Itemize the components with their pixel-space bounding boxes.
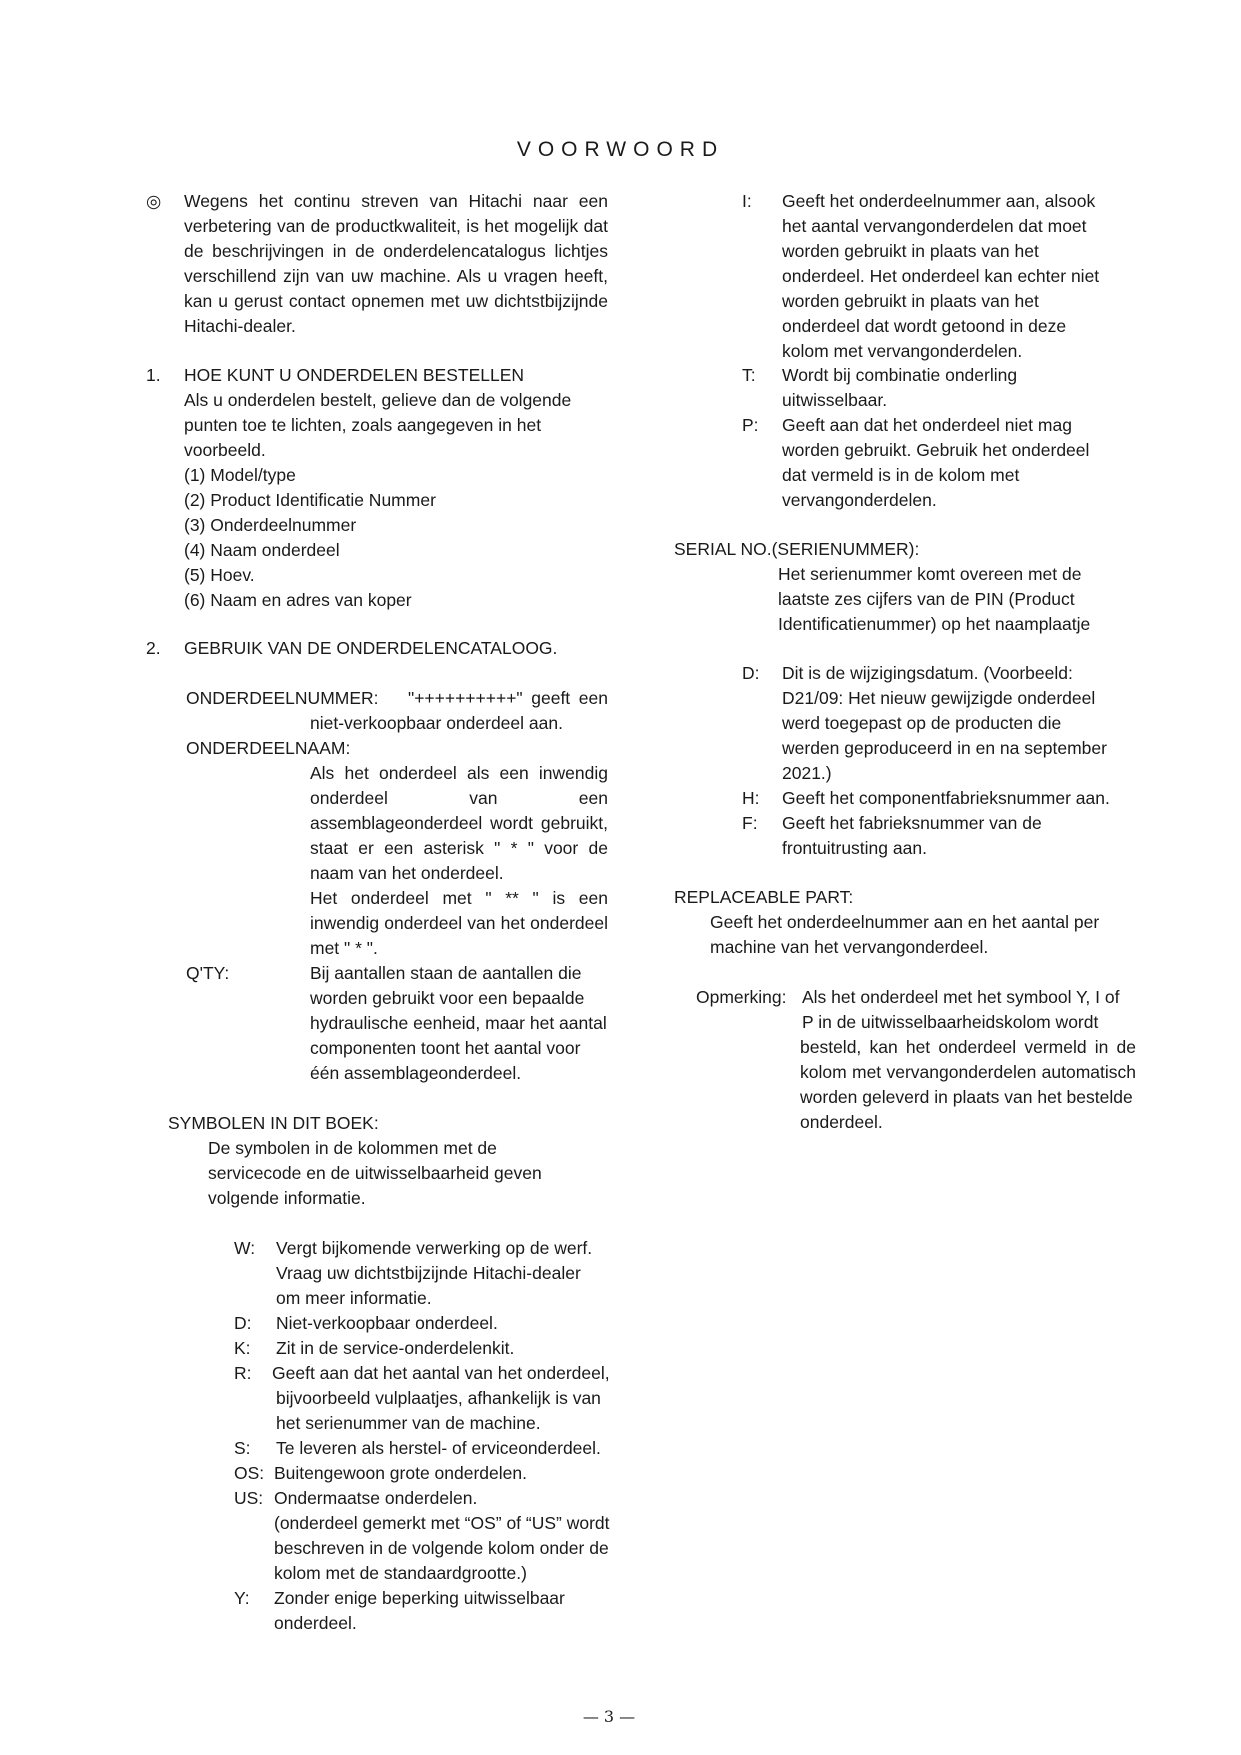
remark-text xyxy=(800,985,1136,1135)
section1-heading: HOE KUNT U ONDERDELEN BESTELLEN xyxy=(184,365,525,385)
code-desc xyxy=(782,413,1132,513)
code-desc-line: dat vermeld is in de kolom met xyxy=(782,465,1020,485)
intro-line: verbetering van de productkwaliteit, is het mogelijk dat xyxy=(184,216,608,236)
code-label: P: xyxy=(742,415,759,435)
bullet-symbol: ◎ xyxy=(146,191,162,211)
qty-text xyxy=(310,961,620,1086)
code-desc-line: vervangonderdelen. xyxy=(782,490,937,510)
intro-line: de beschrijvingen in de onderdelencatalogus lichtjes xyxy=(184,241,608,261)
order-item: (2) Product Identificatie Nummer xyxy=(184,490,436,510)
code-desc-line: Wordt bij combinatie onderling xyxy=(782,365,1018,385)
symbol-desc-line: Vraag uw dichtstbijzijnde Hitachi-dealer xyxy=(276,1263,581,1283)
code-label: H: xyxy=(742,788,760,808)
symbol-code: Y: xyxy=(234,1588,250,1608)
code-desc-line: Geeft het onderdeelnummer aan, alsook xyxy=(782,191,1096,211)
intro-line: verschillend zijn van uw machine. Als u vragen heeft, xyxy=(184,266,608,286)
symbol-desc-line: Buitengewoon grote onderdelen. xyxy=(274,1463,527,1483)
page-number: — 3 — xyxy=(582,1707,636,1726)
symbols-intro-line: volgende informatie. xyxy=(208,1188,366,1208)
symbol-code: OS: xyxy=(234,1463,265,1483)
code-desc xyxy=(782,189,1132,364)
remark-line: Als het onderdeel met het symbool Y, I of xyxy=(802,987,1120,1007)
code-desc-line: werden geproduceerd in en na september xyxy=(782,738,1107,758)
part-name-line: Als het onderdeel als een inwendig xyxy=(310,763,608,783)
section1-line: Als u onderdelen bestelt, gelieve dan de volgende xyxy=(184,390,572,410)
part-name-line: staat er een asterisk " * " voor de xyxy=(310,838,608,858)
symbol-desc xyxy=(274,1486,614,1586)
intro-paragraph xyxy=(184,189,608,339)
part-name-text xyxy=(310,761,608,961)
symbol-code: D: xyxy=(234,1313,252,1333)
code-desc-line: worden gebruikt in plaats van het xyxy=(782,291,1039,311)
qty-line: worden gebruikt voor een bepaalde xyxy=(310,988,585,1008)
code-desc-line: onderdeel. Het onderdeel kan echter niet xyxy=(782,266,1100,286)
remark-label: Opmerking: xyxy=(696,987,787,1007)
code-desc-line: worden gebruikt in plaats van het xyxy=(782,241,1039,261)
code-desc xyxy=(782,811,1132,861)
part-name-line: met " * ". xyxy=(310,938,378,958)
part-number-label: ONDERDEELNUMMER: xyxy=(186,688,379,708)
code-desc-line: Dit is de wijzigingsdatum. (Voorbeeld: xyxy=(782,663,1073,683)
qty-line: componenten toont het aantal voor xyxy=(310,1038,581,1058)
order-item: (6) Naam en adres van koper xyxy=(184,590,412,610)
code-label: D: xyxy=(742,663,760,683)
code-desc-line: uitwisselbaar. xyxy=(782,390,888,410)
symbol-code: S: xyxy=(234,1438,251,1458)
order-item: (4) Naam onderdeel xyxy=(184,540,340,560)
symbol-desc-line: Zit in de service-onderdelenkit. xyxy=(276,1338,515,1358)
part-name-label: ONDERDEELNAAM: xyxy=(186,738,351,758)
symbol-desc-line: onderdeel. xyxy=(274,1613,357,1633)
serial-line: laatste zes cijfers van de PIN (Product xyxy=(778,589,1075,609)
replaceable-text xyxy=(710,910,1130,960)
symbol-desc-line: bijvoorbeeld vulplaatjes, afhankelijk is van xyxy=(276,1388,601,1408)
part-name-line: assemblageonderdeel wordt gebruikt, xyxy=(310,813,608,833)
code-desc-line: frontuitrusting aan. xyxy=(782,838,927,858)
part-name-line: naam van het onderdeel. xyxy=(310,863,504,883)
symbols-intro-line: servicecode en de uitwisselbaarheid geven xyxy=(208,1163,542,1183)
qty-line: hydraulische eenheid, maar het aantal xyxy=(310,1013,607,1033)
order-item: (5) Hoev. xyxy=(184,565,255,585)
code-desc-line: onderdeel dat wordt getoond in deze xyxy=(782,316,1067,336)
symbols-intro xyxy=(208,1136,608,1211)
symbols-intro-line: De symbolen in de kolommen met de xyxy=(208,1138,497,1158)
qty-label: Q'TY: xyxy=(186,963,230,983)
order-item: (3) Onderdeelnummer xyxy=(184,515,357,535)
symbol-code: R: xyxy=(234,1363,252,1383)
code-label: F: xyxy=(742,813,758,833)
part-name-line: onderdeel van een xyxy=(310,788,608,808)
qty-line: één assemblageonderdeel. xyxy=(310,1063,522,1083)
code-label: I: xyxy=(742,191,752,211)
code-desc-line: worden gebruikt. Gebruik het onderdeel xyxy=(782,440,1090,460)
code-desc-line: Geeft het componentfabrieksnummer aan. xyxy=(782,788,1110,808)
symbol-code: K: xyxy=(234,1338,251,1358)
serial-line: Het serienummer komt overeen met de xyxy=(778,564,1082,584)
section2-number: 2. xyxy=(146,638,161,658)
code-label: T: xyxy=(742,365,756,385)
code-desc-line: Geeft aan dat het onderdeel niet mag xyxy=(782,415,1072,435)
replaceable-line: Geeft het onderdeelnummer aan en het aantal per xyxy=(710,912,1100,932)
replaceable-line: machine van het vervangonderdeel. xyxy=(710,937,989,957)
section2-heading: GEBRUIK VAN DE ONDERDELENCATALOOG. xyxy=(184,638,558,658)
symbol-desc-line: Zonder enige beperking uitwisselbaar xyxy=(274,1588,565,1608)
intro-line: Wegens het continu streven van Hitachi naar een xyxy=(184,191,608,211)
code-desc-line: kolom met vervangonderdelen. xyxy=(782,341,1023,361)
symbol-desc-line: Vergt bijkomende verwerking op de werf. xyxy=(276,1238,593,1258)
code-desc-line: werd toegepast op de producten die xyxy=(782,713,1062,733)
page-title: VOORWOORD xyxy=(516,138,725,161)
part-name-line: Het onderdeel met " ** " is een xyxy=(310,888,608,908)
symbol-code: W: xyxy=(234,1238,256,1258)
symbol-desc-line: Niet-verkoopbaar onderdeel. xyxy=(276,1313,498,1333)
code-desc-line: 2021.) xyxy=(782,763,832,783)
serial-line: Identificatienummer) op het naamplaatje xyxy=(778,614,1091,634)
section1-line: punten toe te lichten, zoals aangegeven in het xyxy=(184,415,542,435)
code-desc-line: het aantal vervangonderdelen dat moet xyxy=(782,216,1087,236)
remark-line: besteld, kan het onderdeel vermeld in de xyxy=(800,1037,1136,1057)
symbol-desc-line: kolom met de standaardgrootte.) xyxy=(274,1563,527,1583)
section1-line: voorbeeld. xyxy=(184,440,266,460)
remark-line: worden geleverd in plaats van het bestelde xyxy=(800,1087,1133,1107)
intro-line: Hitachi-dealer. xyxy=(184,316,296,336)
symbol-desc-line: Ondermaatse onderdelen. xyxy=(274,1488,478,1508)
symbol-code: US: xyxy=(234,1488,264,1508)
symbols-heading: SYMBOLEN IN DIT BOEK: xyxy=(168,1113,379,1133)
code-desc xyxy=(782,363,1132,413)
part-number-text: niet-verkoopbaar onderdeel aan. xyxy=(310,713,563,733)
symbol-desc-line: om meer informatie. xyxy=(276,1288,432,1308)
remark-line: kolom met vervangonderdelen automatisch xyxy=(800,1062,1136,1082)
symbol-desc-line: het serienummer van de machine. xyxy=(276,1413,541,1433)
serial-heading: SERIAL NO.(SERIENUMMER): xyxy=(674,539,920,559)
remark-line: onderdeel. xyxy=(800,1112,883,1132)
section1-number: 1. xyxy=(146,365,161,385)
serial-text xyxy=(778,562,1128,637)
part-name-line: inwendig onderdeel van het onderdeel xyxy=(310,913,608,933)
intro-line: kan u gerust contact opnemen met uw dichtstbijzijnde xyxy=(184,291,608,311)
symbol-desc-line: beschreven in de volgende kolom onder de xyxy=(274,1538,609,1558)
part-number-text: "++++++++++" geeft een xyxy=(408,688,608,708)
symbol-desc xyxy=(274,1586,614,1636)
code-desc-line: D21/09: Het nieuw gewijzigde onderdeel xyxy=(782,688,1096,708)
symbol-desc-line: (onderdeel gemerkt met “OS” of “US” wordt xyxy=(274,1513,610,1533)
remark-line: P in de uitwisselbaarheidskolom wordt xyxy=(802,1012,1099,1032)
symbol-desc-line: Te leveren als herstel- of erviceonderdeel. xyxy=(276,1438,601,1458)
qty-line: Bij aantallen staan de aantallen die xyxy=(310,963,582,983)
symbol-desc-line: Geeft aan dat het aantal van het onderdeel, xyxy=(272,1363,610,1383)
order-item: (1) Model/type xyxy=(184,465,296,485)
replaceable-heading: REPLACEABLE PART: xyxy=(674,887,854,907)
section1-body xyxy=(184,363,614,613)
code-desc xyxy=(782,661,1132,786)
symbol-desc xyxy=(276,1236,616,1311)
code-desc-line: Geeft het fabrieksnummer van de xyxy=(782,813,1042,833)
